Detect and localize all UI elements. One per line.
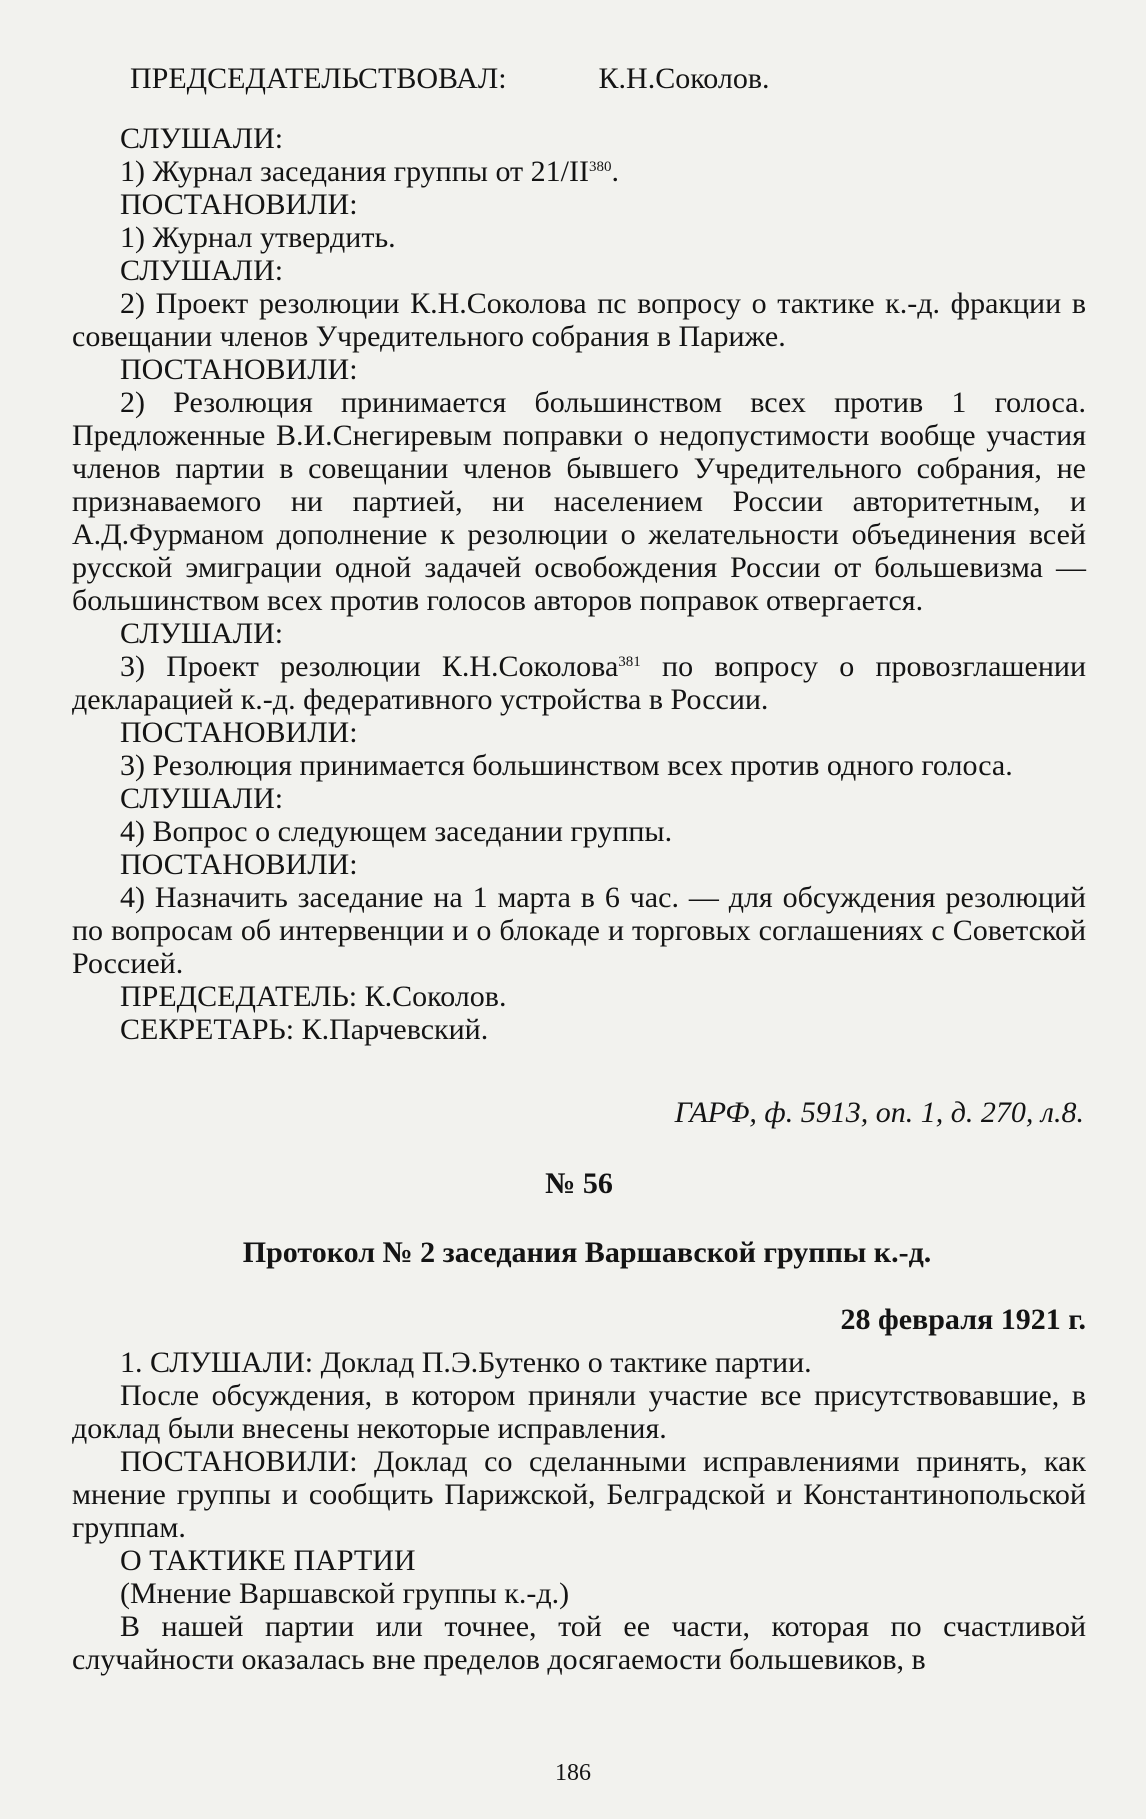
section-subheading: (Мнение Варшавской группы к.-д.) [120, 1577, 570, 1610]
body-paragraph: В нашей партии или точнее, той ее части, которая по счастливой случайности оказалась вне пределов досягаемости большевиков, в [72, 1610, 1086, 1676]
body-paragraph: 1. СЛУШАЛИ: Доклад П.Э.Бутенко о тактике партии. [120, 1346, 812, 1379]
body-paragraph: ПОСТАНОВИЛИ: Доклад со сделанными исправлениями принять, как мнение группы и сообщить Парижской, Белградской и Константинопольской группам. [72, 1445, 1086, 1544]
secretary-signature: СЕКРЕТАРЬ: К.Парчевский. [120, 1013, 489, 1046]
archive-source: ГАРФ, ф. 5913, оп. 1, д. 270, л.8. [674, 1096, 1084, 1129]
page-number: 186 [555, 1760, 591, 1786]
footnote-ref: 381 [618, 654, 641, 670]
decided-text: 2) Резолюция принимается большинством всех против 1 голоса. Предложенные В.И.Снегиревым поправки о недопустимости вообще участия членов партии в совещании членов бывшего Учредительного собрания, не признаваемого ни партией, ни населением России авторитетным, и А.Д.Фурманом дополнение к резолюции о желательности объединения всей русской эмиграции одной задачей освобождения России от большевизма — большинством всех против голосов авторов поправок отвергается. [72, 386, 1086, 617]
agenda-item-4 [72, 782, 1086, 980]
decided-text: 1) Журнал утвердить. [120, 221, 396, 254]
document-title: Протокол № 2 заседания Варшавской группы к.-д. [242, 1236, 932, 1269]
decided-heading: ПОСТАНОВИЛИ: [120, 848, 358, 881]
chair-label: ПРЕДСЕДАТЕЛЬСТВОВАЛ: [130, 62, 507, 95]
heard-text: 1) Журнал заседания группы от 21/II$^{380}$. [120, 155, 619, 188]
agenda-item-3 [72, 617, 1086, 782]
footnote-ref: 380 [588, 159, 612, 175]
agenda-item-1 [72, 122, 1086, 254]
heard-heading: СЛУШАЛИ: [120, 617, 284, 650]
decided-text: 4) Назначить заседание на 1 марта в 6 час. — для обсуждения резолюций по вопросам об интервенции и о блокаде и торговых соглашениях с Советской Россией. [72, 881, 1086, 980]
decided-heading: ПОСТАНОВИЛИ: [120, 188, 358, 221]
document-date: 28 февраля 1921 г. [840, 1303, 1086, 1336]
heard-text: 3) Проект резолюции К.Н.Соколова$^{381}$ по вопросу о провозглашении декларацией к.-д. федеративного устройства в России. [72, 650, 1087, 716]
chair-name: К.Н.Соколов. [598, 62, 770, 95]
chair-signature: ПРЕДСЕДАТЕЛЬ: К.Соколов. [120, 980, 507, 1013]
heard-heading: СЛУШАЛИ: [120, 122, 284, 155]
decided-heading: ПОСТАНОВИЛИ: [120, 353, 358, 386]
document-number: № 56 [545, 1167, 613, 1200]
heard-heading: СЛУШАЛИ: [120, 782, 284, 815]
body-paragraph: После обсуждения, в котором приняли участие все присутствовавшие, в доклад были внесены некоторые исправления. [72, 1379, 1086, 1445]
heard-text: 2) Проект резолюции К.Н.Соколова пс вопросу о тактике к.-д. фракции в совещании членов Учредительного собрания в Париже. [72, 287, 1086, 353]
decided-text: 3) Резолюция принимается большинством всех против одного голоса. [120, 749, 1013, 782]
decided-heading: ПОСТАНОВИЛИ: [120, 716, 358, 749]
heard-text: 4) Вопрос о следующем заседании группы. [120, 815, 673, 848]
heard-heading: СЛУШАЛИ: [120, 254, 284, 287]
agenda-item-2 [72, 254, 1086, 617]
chair-line [130, 62, 1086, 96]
section-heading: О ТАКТИКЕ ПАРТИИ [120, 1544, 416, 1577]
